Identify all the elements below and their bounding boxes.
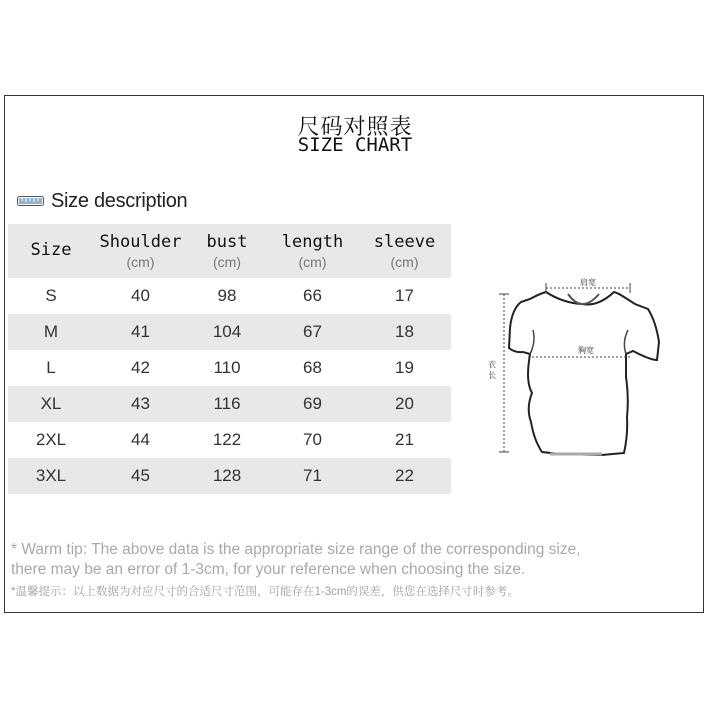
header-bust: bust (cm)	[187, 224, 267, 278]
cell-sleeve: 19	[395, 358, 414, 377]
size-description-label: Size description	[51, 189, 188, 212]
cell-length: 71	[267, 458, 358, 494]
chest-dimension-label: 胸宽	[578, 346, 594, 355]
table-row	[8, 350, 451, 386]
cell-size: XL	[8, 386, 94, 422]
title-chinese: 尺码对照表	[297, 115, 413, 140]
cell-shoulder: 45	[94, 458, 187, 494]
cell-size: 3XL	[8, 458, 94, 494]
warm-tip-line-1: * Warm tip: The above data is the appropriate size range of the corresponding size,	[11, 541, 581, 558]
cell-bust: 128	[187, 458, 267, 494]
cell-length: 70	[303, 430, 322, 449]
cell-sleeve: 22	[358, 458, 451, 494]
title-english: SIZE CHART	[297, 134, 413, 156]
cell-sleeve: 21	[395, 430, 414, 449]
table-header-row	[8, 224, 451, 278]
cell-shoulder: 44	[131, 430, 150, 449]
cell-shoulder: 40	[131, 286, 150, 305]
warm-tip-line-2: there may be an error of 1-3cm, for your reference when choosing the size.	[11, 561, 526, 578]
cell-size: S	[45, 286, 57, 305]
cell-shoulder: 43	[94, 386, 187, 422]
shoulder-dimension-label: 肩宽	[580, 278, 596, 287]
cell-shoulder: 41	[94, 314, 187, 350]
cell-size: M	[8, 314, 94, 350]
header-sleeve: sleeve (cm)	[358, 224, 451, 278]
cell-size: 2XL	[35, 430, 67, 449]
size-table	[8, 224, 451, 494]
table-row	[8, 314, 451, 350]
cell-length: 69	[267, 386, 358, 422]
cell-bust: 110	[213, 358, 241, 377]
cell-sleeve: 17	[395, 286, 414, 305]
cell-length: 66	[303, 286, 322, 305]
length-dimension-label-top: 衣	[488, 360, 496, 369]
table-row	[8, 422, 451, 458]
cell-bust: 122	[212, 430, 242, 449]
cell-length: 68	[303, 358, 322, 377]
tshirt-diagram	[482, 272, 682, 462]
header-length: length (cm)	[267, 224, 358, 278]
size-description-header	[17, 189, 187, 213]
length-dimension-label-bottom: 长	[488, 371, 496, 380]
cell-bust: 98	[217, 286, 237, 305]
cell-sleeve: 20	[358, 386, 451, 422]
cell-sleeve: 18	[358, 314, 451, 350]
table-row	[8, 458, 451, 494]
header-shoulder: Shoulder (cm)	[94, 224, 187, 278]
table-row	[8, 386, 451, 422]
cell-bust: 104	[187, 314, 267, 350]
table-row	[8, 278, 451, 314]
cell-length: 67	[267, 314, 358, 350]
warm-tip-chinese: *温馨提示：以上数据为对应尺寸的合适尺寸范围，可能存在1-3cm的误差，供您在选择尺寸时参考。	[11, 586, 519, 598]
ruler-icon	[17, 195, 44, 207]
cell-shoulder: 42	[131, 358, 150, 377]
tshirt-outline	[509, 292, 659, 455]
warm-tip	[11, 540, 631, 599]
cell-bust: 116	[187, 386, 267, 422]
cell-size: L	[46, 358, 56, 377]
header-size: Size	[8, 224, 94, 278]
